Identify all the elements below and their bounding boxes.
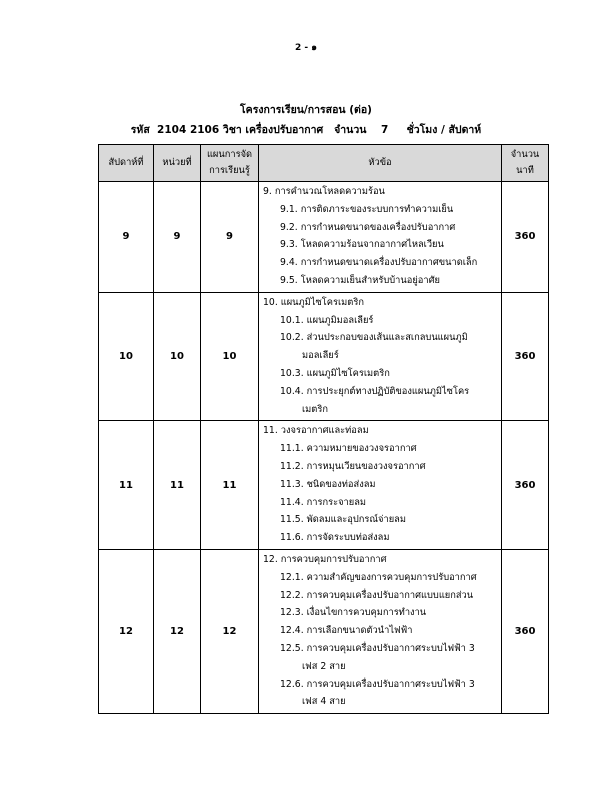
subtopic-text: แผนภูมิมอลเลียร์ [306, 314, 374, 326]
subtopic-number: 12.2. [280, 589, 304, 601]
subtopic-item [263, 476, 497, 494]
subtopic-number: 9.2. [280, 221, 298, 233]
subtopic-item [263, 219, 497, 237]
table-row [99, 549, 549, 713]
subtopic-item [263, 272, 497, 290]
document-title: โครงการเรียน/การสอน (ต่อ) [240, 104, 372, 116]
plan-cell: 11 [201, 421, 259, 550]
subtopic-text: การกระจายลม [306, 496, 367, 508]
subtopic-number: 11.6. [280, 532, 304, 544]
week-cell: 9 [99, 182, 154, 293]
subtopic-text: การควบคุมเครื่องปรับอากาศระบบไฟฟ้า 3 [306, 642, 475, 654]
header-plan [201, 145, 259, 182]
subtopic-item [263, 201, 497, 219]
subtopic-text: การกำหนดขนาดเครื่องปรับอากาศขนาดเล็ก [300, 257, 478, 269]
subtopic-text: การหมุนเวียนของวงจรอากาศ [306, 460, 426, 472]
topics-cell [259, 182, 502, 293]
week-cell: 12 [99, 549, 154, 713]
table-body [99, 182, 549, 714]
subtopic-number: 12.5. [280, 642, 304, 654]
subtopic-text: ส่วนประกอบของเส้นและสเกลบนแผนภูมิ [306, 332, 468, 344]
subtopic-text: ชนิดของท่อส่งลม [306, 478, 376, 490]
subtopic-number: 10.3. [280, 367, 304, 379]
subtopic-text: เฟส 2 สาย [302, 660, 346, 672]
subtopic-number: 9.4. [280, 257, 298, 269]
subtopic-text: การเลือกขนาดตัวนำไฟฟ้า [306, 625, 413, 637]
header-week: สัปดาห์ที่ [99, 145, 154, 182]
subtopic-item [263, 640, 497, 676]
subtopic-item [263, 511, 497, 529]
subtopic-item [263, 529, 497, 547]
subtopic-item [263, 440, 497, 458]
subtopic-number: 12.3. [280, 607, 304, 619]
subtopic-item [263, 587, 497, 605]
subtopic-item [263, 569, 497, 587]
unit-cell: 12 [154, 549, 201, 713]
subtopic-text: เมตริก [302, 403, 328, 415]
subtopic-text: ความสำคัญของการควบคุมการปรับอากาศ [306, 571, 477, 583]
plan-cell: 12 [201, 549, 259, 713]
header-minutes [502, 145, 549, 182]
subtopic-number: 12.4. [280, 625, 304, 637]
header-minutes-line2: นาที [516, 165, 534, 176]
header-plan-line2: การเรียนรู้ [209, 165, 250, 176]
subtopic-text: โหลดความร้อนจากอากาศไหลเวียน [300, 239, 444, 251]
subtopic-text: ความหมายของวงจรอากาศ [306, 443, 417, 455]
subtopic-number: 9.5. [280, 274, 298, 286]
topics-cell [259, 549, 502, 713]
header-plan-line1: แผนการจัด [206, 149, 253, 160]
table-row [99, 421, 549, 550]
plan-cell: 10 [201, 292, 259, 421]
subtopic-text: โหลดความเย็นสำหรับบ้านอยู่อาศัย [300, 274, 440, 286]
subtopic-number: 10.1. [280, 314, 304, 326]
minutes-cell: 360 [502, 182, 549, 293]
subtopic-number: 11.5. [280, 514, 304, 526]
minutes-cell: 360 [502, 421, 549, 550]
subtopic-text: พัดลมและอุปกรณ์จ่ายลม [306, 514, 406, 526]
subtopic-item [263, 312, 497, 330]
topic-heading: 12. การควบคุมการปรับอากาศ [263, 553, 387, 565]
subtopic-item [263, 622, 497, 640]
minutes-cell: 360 [502, 549, 549, 713]
subtopic-item [263, 458, 497, 476]
subtopic-item [263, 604, 497, 622]
topics-cell [259, 292, 502, 421]
plan-cell: 9 [201, 182, 259, 293]
header-unit: หน่วยที่ [154, 145, 201, 182]
subtopic-text: การจัดระบบท่อส่งลม [306, 532, 390, 544]
week-cell: 10 [99, 292, 154, 421]
table-header-row [99, 145, 549, 182]
minutes-cell: 360 [502, 292, 549, 421]
document-subtitle: รหัส 2104 2106 วิชา เครื่องปรับอากาศ จำนวน 7 ชั่วโมง / สัปดาห์ [130, 124, 482, 136]
subtopic-item [263, 365, 497, 383]
subtopic-item [263, 254, 497, 272]
table-row [99, 292, 549, 421]
subtopic-item [263, 383, 497, 419]
subtopic-text: การประยุกต์ทางปฏิบัติของแผนภูมิไซโคร [306, 385, 470, 397]
page-number: 2 - ๑ [295, 43, 317, 53]
unit-cell: 9 [154, 182, 201, 293]
subtopic-item [263, 236, 497, 254]
subtopic-number: 11.4. [280, 496, 304, 508]
subtopic-text: การกำหนดขนาดของเครื่องปรับอากาศ [300, 221, 456, 233]
subtopic-text: การควบคุมเครื่องปรับอากาศแบบแยกส่วน [306, 589, 474, 601]
unit-cell: 10 [154, 292, 201, 421]
unit-cell: 11 [154, 421, 201, 550]
subtopic-item [263, 329, 497, 365]
topic-heading: 9. การคำนวณโหลดความร้อน [263, 186, 385, 197]
subtopic-text: เฟส 4 สาย [302, 696, 346, 708]
subtopic-text: การควบคุมเครื่องปรับอากาศระบบไฟฟ้า 3 [306, 678, 475, 690]
subtopic-number: 9.3. [280, 239, 298, 251]
header-minutes-line1: จำนวน [510, 149, 540, 160]
subtopic-number: 10.2. [280, 332, 304, 344]
subtopic-item [263, 676, 497, 712]
subtopic-number: 9.1. [280, 203, 298, 215]
subtopic-number: 12.1. [280, 571, 304, 583]
topic-heading: 10. แผนภูมิไซโครเมตริก [263, 296, 364, 308]
topics-cell [259, 421, 502, 550]
subtopic-number: 11.2. [280, 460, 304, 472]
subtopic-item [263, 494, 497, 512]
subtopic-number: 11.1. [280, 443, 304, 455]
week-cell: 11 [99, 421, 154, 550]
header-topic: หัวข้อ [259, 145, 502, 182]
topic-heading: 11. วงจรอากาศและท่อลม [263, 425, 369, 437]
subtopic-number: 10.4. [280, 385, 304, 397]
table-row [99, 182, 549, 293]
subtopic-number: 11.3. [280, 478, 304, 490]
course-plan-table [98, 144, 549, 714]
subtopic-text: การติดภาระของระบบการทำความเย็น [300, 203, 454, 215]
subtopic-text: มอลเลียร์ [302, 350, 339, 362]
subtopic-text: เงื่อนไขการควบคุมการทำงาน [306, 607, 427, 619]
subtopic-text: แผนภูมิไซโครเมตริก [306, 367, 390, 379]
subtopic-number: 12.6. [280, 678, 304, 690]
